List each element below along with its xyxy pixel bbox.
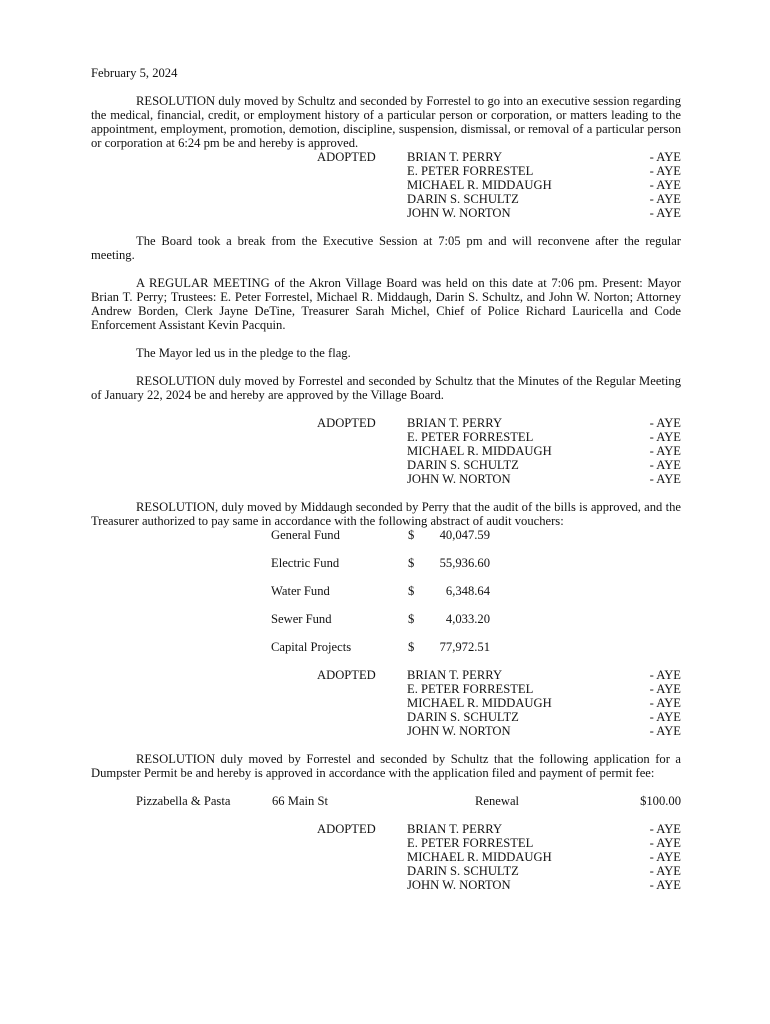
- vote-value: - AYE: [649, 864, 681, 878]
- fund-amount: 4,033.20: [445, 612, 490, 626]
- vote-value: - AYE: [649, 458, 681, 472]
- vote-block-1: [91, 150, 681, 220]
- fund-name: Water Fund: [271, 584, 330, 598]
- vote-value: - AYE: [649, 878, 681, 892]
- minutes-resolution: RESOLUTION duly moved by Forrestel and seconded by Schultz that the Minutes of the Regular Meeting of January 22, 2024 be and hereby are approved by the Village Board.: [91, 374, 681, 402]
- vote-value: - AYE: [649, 724, 681, 738]
- permit-address: 66 Main St: [272, 794, 328, 808]
- fund-amount: 40,047.59: [439, 528, 490, 542]
- permit-row: [91, 794, 681, 822]
- fund-amount: 77,972.51: [439, 640, 490, 654]
- fund-name: General Fund: [271, 528, 340, 542]
- vote-value: - AYE: [649, 472, 681, 486]
- voter-name: JOHN W. NORTON: [407, 724, 511, 738]
- voter-name: MICHAEL R. MIDDAUGH: [407, 178, 552, 192]
- fund-row: [271, 640, 511, 668]
- vote-value: - AYE: [649, 430, 681, 444]
- fund-row: [271, 612, 511, 640]
- fund-amount: 6,348.64: [445, 584, 490, 598]
- vote-value: - AYE: [649, 696, 681, 710]
- pledge-paragraph: The Mayor led us in the pledge to the flag.: [136, 346, 351, 360]
- voter-name: E. PETER FORRESTEL: [407, 164, 534, 178]
- fund-currency: $: [408, 584, 415, 598]
- vote-block-4: [91, 822, 681, 892]
- fund-row: [271, 528, 511, 556]
- audit-fund-table: [271, 528, 511, 668]
- voter-name: DARIN S. SCHULTZ: [407, 192, 519, 206]
- voter-name: JOHN W. NORTON: [407, 206, 511, 220]
- meeting-date: February 5, 2024: [91, 66, 178, 80]
- voter-name: E. PETER FORRESTEL: [407, 836, 534, 850]
- voter-name: DARIN S. SCHULTZ: [407, 458, 519, 472]
- vote-value: - AYE: [649, 850, 681, 864]
- minutes-content: [91, 66, 681, 892]
- fund-row: [271, 556, 511, 584]
- voter-name: E. PETER FORRESTEL: [407, 430, 534, 444]
- fund-name: Sewer Fund: [271, 612, 332, 626]
- vote-value: - AYE: [649, 710, 681, 724]
- vote-value: - AYE: [649, 164, 681, 178]
- vote-value: - AYE: [649, 178, 681, 192]
- voter-name: MICHAEL R. MIDDAUGH: [407, 444, 552, 458]
- voter-name: MICHAEL R. MIDDAUGH: [407, 696, 552, 710]
- adopted-label: ADOPTED: [317, 668, 376, 682]
- vote-value: - AYE: [649, 416, 681, 430]
- voter-name: BRIAN T. PERRY: [407, 668, 503, 682]
- break-paragraph: The Board took a break from the Executive Session at 7:05 pm and will reconvene after the regular meeting.: [91, 234, 681, 262]
- vote-value: - AYE: [649, 668, 681, 682]
- fund-currency: $: [408, 556, 415, 570]
- fund-currency: $: [408, 528, 415, 542]
- dumpster-permit-resolution: RESOLUTION duly moved by Forrestel and seconded by Schultz that the following application for a Dumpster Permit be and hereby is approved in accordance with the application filed and payment of permit fee:: [91, 752, 681, 780]
- voter-name: DARIN S. SCHULTZ: [407, 864, 519, 878]
- vote-value: - AYE: [649, 150, 681, 164]
- vote-value: - AYE: [649, 192, 681, 206]
- voter-name: BRIAN T. PERRY: [407, 150, 503, 164]
- vote-block-3: [91, 668, 681, 738]
- adopted-label: ADOPTED: [317, 822, 376, 836]
- permit-business: Pizzabella & Pasta: [136, 794, 231, 808]
- voter-name: JOHN W. NORTON: [407, 878, 511, 892]
- audit-resolution: RESOLUTION, duly moved by Middaugh seconded by Perry that the audit of the bills is approved, and the Treasurer authorized to pay same in accordance with the following abstract of audit vouchers:: [91, 500, 681, 528]
- voter-name: MICHAEL R. MIDDAUGH: [407, 850, 552, 864]
- voter-name: BRIAN T. PERRY: [407, 822, 503, 836]
- vote-value: - AYE: [649, 206, 681, 220]
- vote-value: - AYE: [649, 682, 681, 696]
- voter-name: E. PETER FORRESTEL: [407, 682, 534, 696]
- permit-type: Renewal: [474, 794, 520, 808]
- fund-row: [271, 584, 511, 612]
- adopted-label: ADOPTED: [317, 416, 376, 430]
- fund-name: Capital Projects: [271, 640, 352, 654]
- voter-name: DARIN S. SCHULTZ: [407, 710, 519, 724]
- vote-block-2: [91, 416, 681, 486]
- fund-currency: $: [408, 640, 415, 654]
- vote-value: - AYE: [649, 444, 681, 458]
- voter-name: BRIAN T. PERRY: [407, 416, 503, 430]
- fund-name: Electric Fund: [271, 556, 340, 570]
- fund-currency: $: [408, 612, 415, 626]
- executive-session-resolution: RESOLUTION duly moved by Schultz and seconded by Forrestel to go into an executive session regarding the medical, financial, credit, or employment history of a particular person or corporation, or matters leading to the appointment, employment, promotion, demotion, discipline, suspension, dismissal, or removal of a particular person or corporation at 6:24 pm be and hereby is approved.: [91, 94, 681, 150]
- vote-value: - AYE: [649, 822, 681, 836]
- permit-fee: $100.00: [640, 794, 681, 808]
- adopted-label: ADOPTED: [317, 150, 376, 164]
- voter-name: JOHN W. NORTON: [407, 472, 511, 486]
- fund-amount: 55,936.60: [439, 556, 490, 570]
- vote-value: - AYE: [649, 836, 681, 850]
- regular-meeting-paragraph: A REGULAR MEETING of the Akron Village Board was held on this date at 7:06 pm. Present: Mayor Brian T. Perry; Trustees: E. Peter Forrestel, Michael R. Middaugh, Darin S. Schultz, and John W. Norton; Attorney Andrew Borden, Clerk Jayne DeTine, Treasurer Sarah Michel, Chief of Police Richard Lauricella and Code Enforcement Assistant Kevin Pacquin.: [91, 276, 681, 332]
